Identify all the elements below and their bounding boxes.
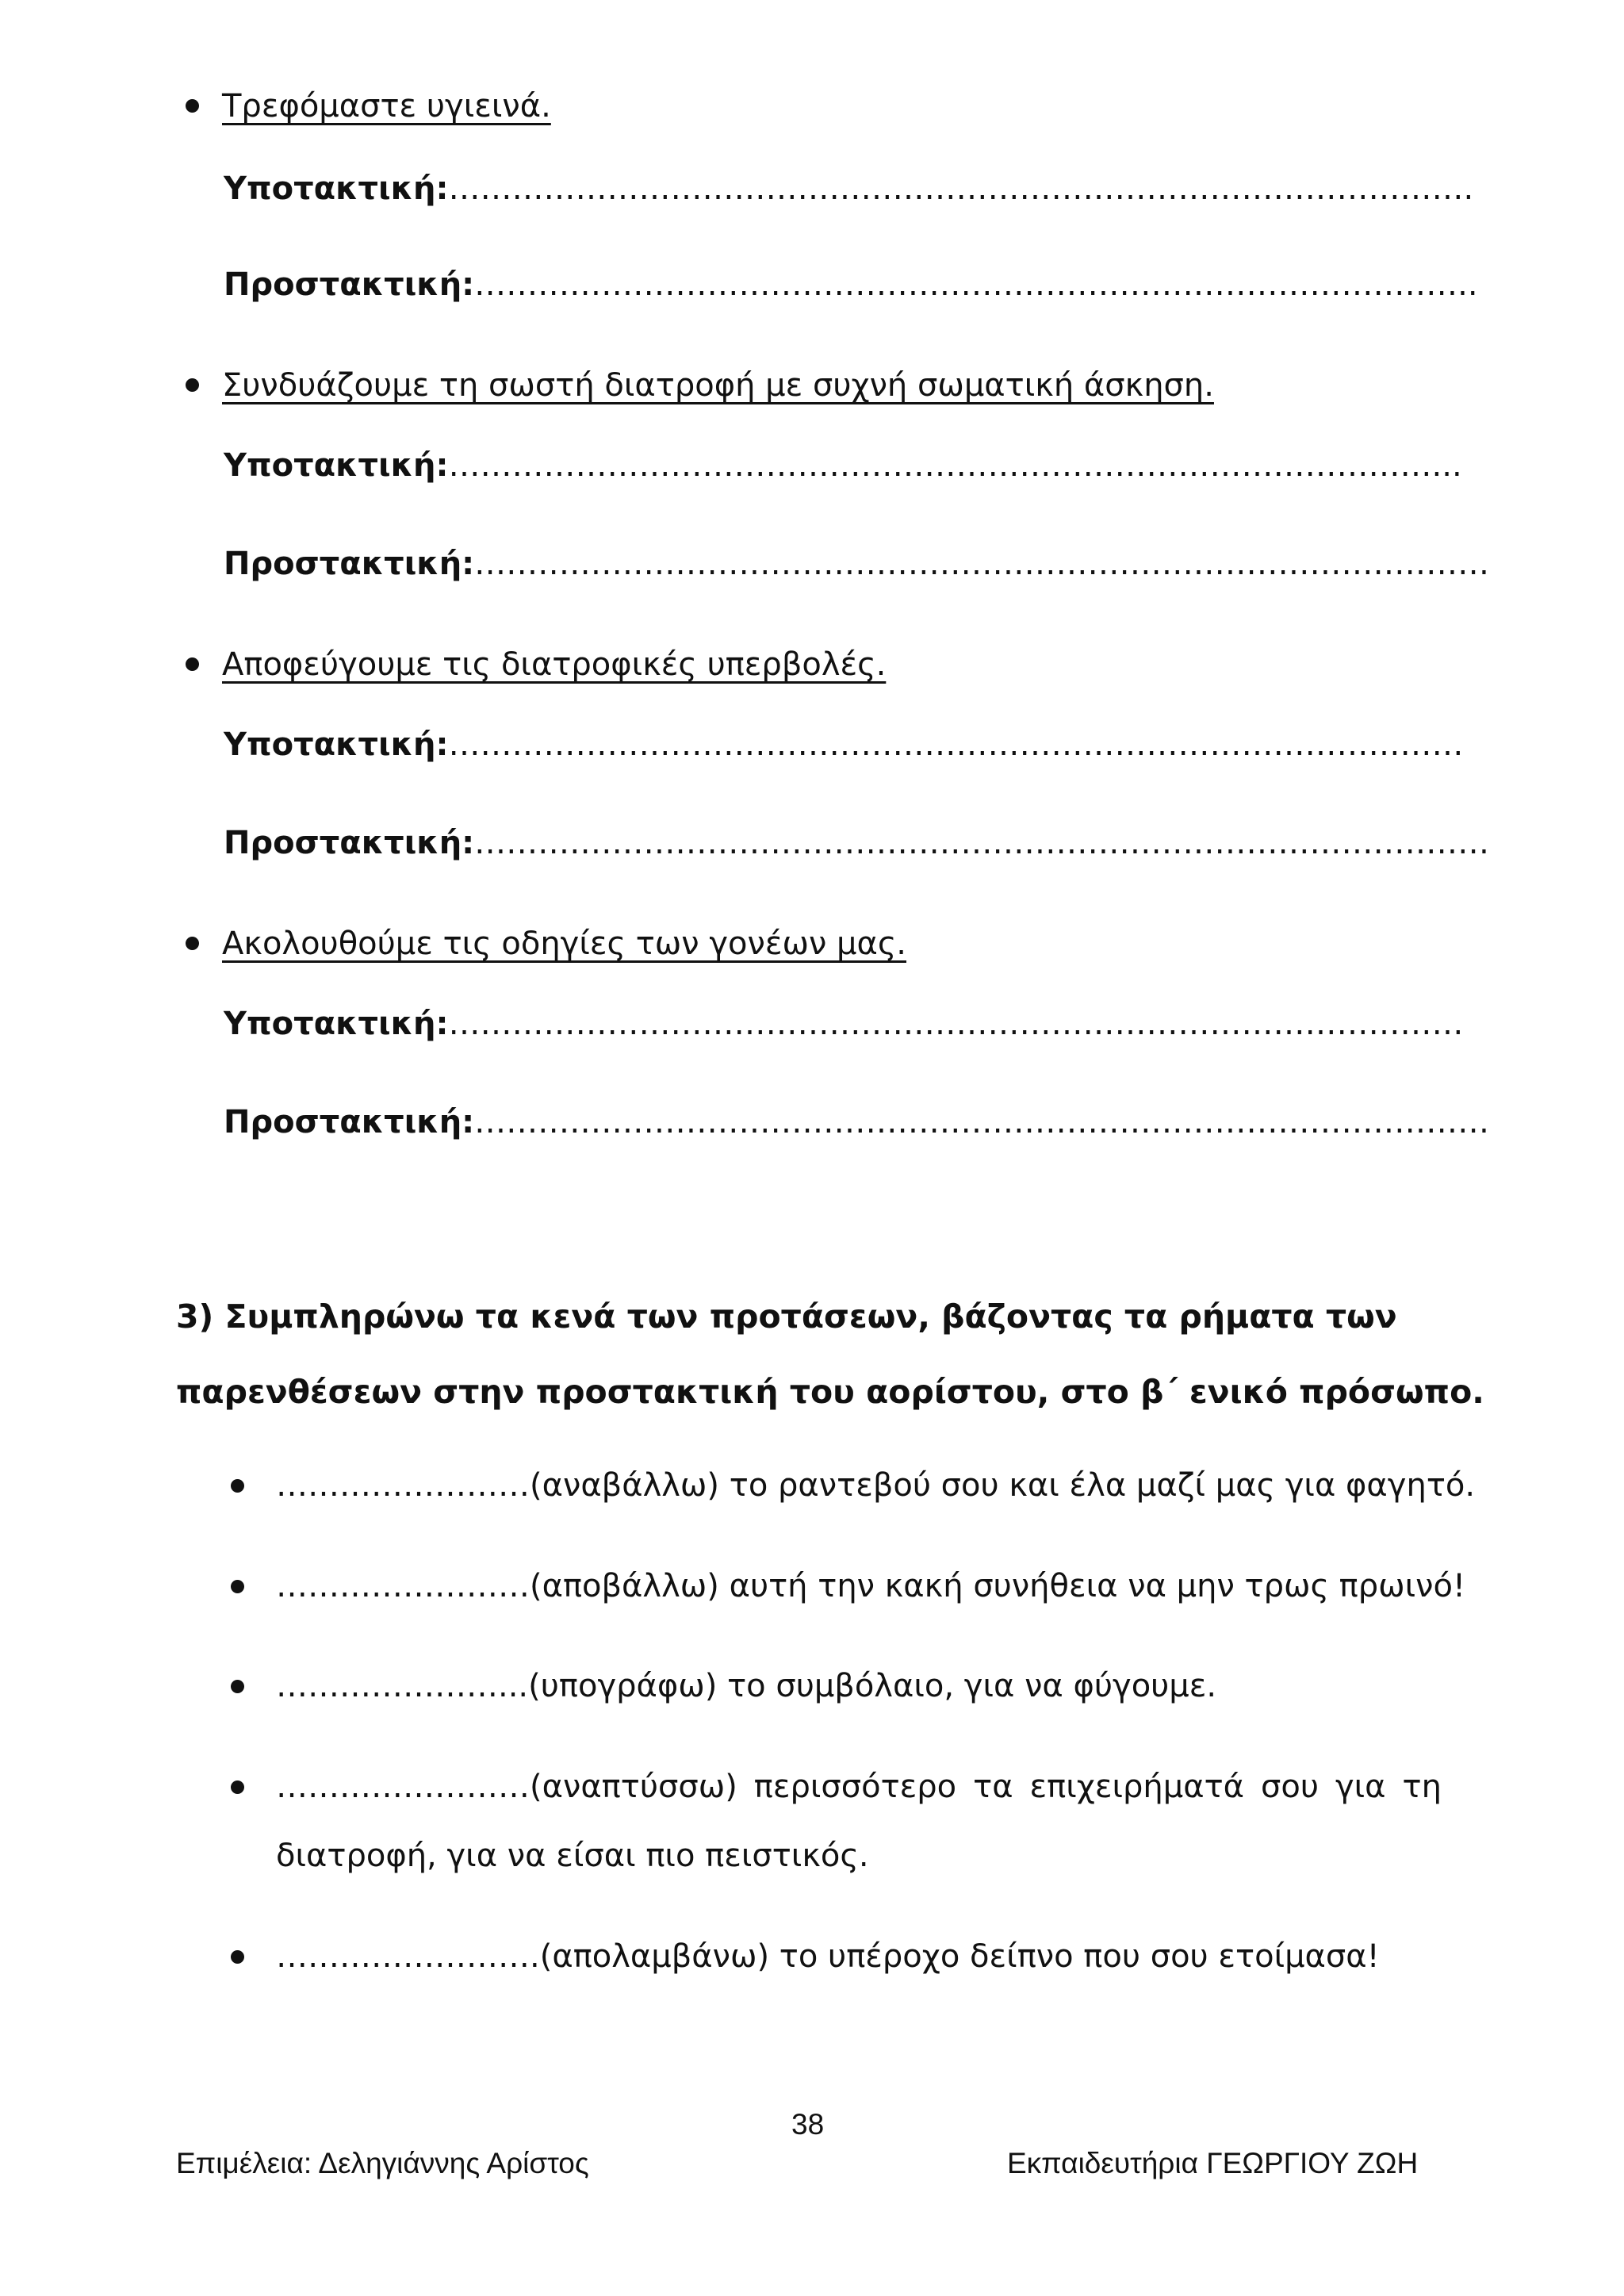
answer-label: Προστακτική: — [224, 825, 475, 861]
answer-line-subjunctive[interactable] — [224, 1000, 1464, 1048]
fill-in-word: περισσότερο — [753, 1769, 957, 1805]
sentence-item — [222, 362, 1214, 409]
fill-in-text: ……………………(αναβάλλω) το ραντεβού σου και έλα μαζί μας για φαγητό. — [276, 1467, 1476, 1504]
exercise-heading — [176, 1368, 1484, 1416]
fill-in-item[interactable] — [276, 1933, 1380, 1980]
answer-label: Προστακτική: — [224, 266, 475, 303]
answer-line-imperative[interactable] — [224, 261, 1478, 309]
fill-in-word: σου — [1261, 1769, 1319, 1805]
fill-in-word: τη — [1402, 1769, 1442, 1805]
fill-in-text: ……………………(αποβάλλω) αυτή την κακή συνήθεια να μην τρως πρωινό! — [276, 1568, 1466, 1604]
fill-in-word: για — [1335, 1769, 1386, 1805]
answer-line-subjunctive[interactable] — [224, 721, 1464, 769]
bullet-icon — [231, 1479, 244, 1493]
answer-dots: …………………………………………………………………………………… — [474, 546, 1490, 582]
fill-in-word: ……………………(αναπτύσσω) — [276, 1769, 737, 1805]
answer-dots: …………………………………………………………………………………… — [448, 1006, 1464, 1042]
sentence-item — [222, 641, 886, 688]
exercise-heading-line-2: παρενθέσεων στην προστακτική του αορίστου, στο β΄ ενικό πρόσωπο. — [176, 1373, 1484, 1411]
answer-dots: …………………………………………………………………………………… — [474, 825, 1490, 861]
exercise-heading — [176, 1293, 1397, 1340]
answer-dots: …………………………………………………………………………………... — [448, 447, 1462, 484]
answer-line-imperative[interactable] — [224, 1098, 1489, 1146]
bullet-icon — [231, 1580, 244, 1593]
bullet-icon — [186, 378, 199, 392]
answer-line-subjunctive[interactable] — [224, 165, 1473, 213]
answer-label: Προστακτική: — [224, 546, 475, 582]
sentence-item — [222, 920, 906, 968]
fill-in-item[interactable] — [276, 1562, 1465, 1610]
fill-in-word: τα — [973, 1769, 1013, 1805]
fill-in-text: διατροφή, για να είσαι πιο πειστικός. — [276, 1838, 869, 1874]
sentence-text: Συνδυάζουμε τη σωστή διατροφή με συχνή σωματική άσκηση. — [222, 367, 1214, 404]
bullet-icon — [186, 657, 199, 671]
answer-line-subjunctive[interactable] — [224, 442, 1462, 489]
footer-school: Εκπαιδευτήρια ΓΕΩΡΓΙΟΥ ΖΩΗ — [1007, 2147, 1419, 2179]
sentence-text: Ακολουθούμε τις οδηγίες των γονέων μας. — [222, 926, 907, 962]
fill-in-item[interactable] — [276, 1662, 1216, 1710]
fill-in-text: …………………….(απολαμβάνω) το υπέροχο δείπνο που σου ετοίμασα! — [276, 1938, 1380, 1975]
exercise-heading-line-1: 3) Συμπληρώνω τα κενά των προτάσεων, βάζοντας τα ρήματα των — [176, 1297, 1397, 1336]
answer-label: Υποτακτική: — [224, 447, 449, 484]
answer-dots: …………………………………………………………………………………… — [474, 1104, 1490, 1140]
sentence-item — [222, 82, 551, 130]
sentence-text: Αποφεύγουμε τις διατροφικές υπερβολές. — [222, 646, 887, 683]
fill-in-item[interactable] — [276, 1763, 1442, 1811]
bullet-icon — [186, 937, 199, 950]
answer-dots: ………………………………………………………………………………….. — [474, 266, 1478, 303]
answer-label: Υποτακτική: — [224, 726, 449, 763]
fill-in-justified-line — [276, 1763, 1442, 1811]
answer-label: Υποτακτική: — [224, 1006, 449, 1042]
fill-in-word: επιχειρήματά — [1029, 1769, 1245, 1805]
fill-in-item[interactable] — [276, 1462, 1475, 1509]
bullet-icon — [231, 1780, 244, 1794]
answer-label: Υποτακτική: — [224, 171, 449, 207]
bullet-icon — [231, 1950, 244, 1964]
answer-dots: …………………………………………………………………………………… — [448, 726, 1464, 763]
bullet-icon — [186, 99, 199, 113]
answer-label: Προστακτική: — [224, 1104, 475, 1140]
answer-dots: ……………………………………………………………………………………. — [448, 171, 1474, 207]
sentence-text: Τρεφόμαστε υγιεινά. — [222, 88, 551, 125]
fill-in-text: …………………...(υπογράφω) το συμβόλαιο, για να φύγουμε. — [276, 1668, 1217, 1704]
fill-in-continuation — [276, 1832, 869, 1880]
answer-line-imperative[interactable] — [224, 540, 1489, 588]
footer-author: Επιμέλεια: Δεληγιάννης Αρίστος — [176, 2147, 589, 2179]
page-number: 38 — [791, 2108, 825, 2141]
bullet-icon — [231, 1680, 244, 1693]
answer-line-imperative[interactable] — [224, 819, 1489, 867]
